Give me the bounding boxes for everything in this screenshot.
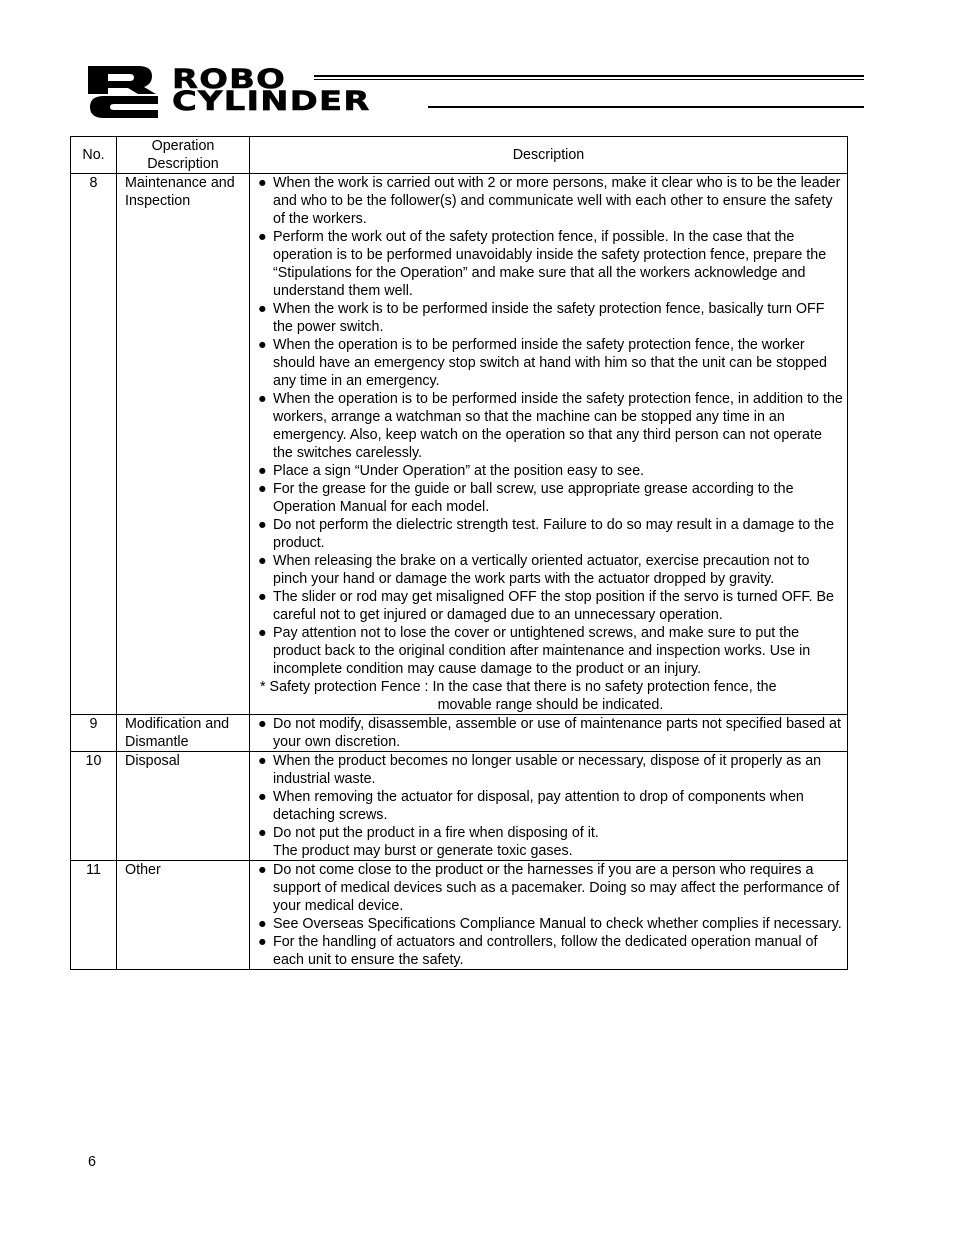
bullet-dot-icon: ● bbox=[258, 589, 267, 605]
bullet-text: When the operation is to be performed inside the safety protection fence, the worker should have an emergency stop switch at hand with him so that the unit can be stopped any time in an emergency. bbox=[273, 337, 827, 389]
bullet-dot-icon: ● bbox=[258, 789, 267, 805]
table-header-row bbox=[71, 137, 848, 174]
page-number: 6 bbox=[88, 1154, 96, 1170]
bullet-dot-icon: ● bbox=[258, 517, 267, 533]
logo-line-robo: ROBO bbox=[172, 64, 287, 95]
bullet-dot-icon: ● bbox=[258, 229, 267, 245]
header-no: No. bbox=[71, 137, 117, 174]
bullet-dot-icon: ● bbox=[258, 716, 267, 732]
row-number: 11 bbox=[71, 861, 117, 970]
operation-description: Other bbox=[117, 861, 250, 970]
list-item bbox=[258, 516, 843, 552]
bullet-list bbox=[258, 752, 843, 860]
operation-description: Disposal bbox=[117, 752, 250, 861]
safety-precautions-table bbox=[70, 136, 848, 970]
bullet-text: When the operation is to be performed inside the safety protection fence, in addition to the workers, arrange a watchman so that the machine can be stopped any time in an emergency. Also, keep watch on the operation so that any third person can not operate the switches carelessly. bbox=[273, 391, 843, 461]
bullet-dot-icon: ● bbox=[258, 625, 267, 641]
bullet-dot-icon: ● bbox=[258, 463, 267, 479]
operation-description: Maintenance and Inspection bbox=[117, 174, 250, 715]
header-description: Description bbox=[250, 137, 848, 174]
bullet-list bbox=[258, 174, 843, 678]
bullet-text: For the grease for the guide or ball screw, use appropriate grease according to the Operation Manual for each model. bbox=[273, 481, 794, 515]
list-item bbox=[258, 915, 843, 933]
bullet-text: Pay attention not to lose the cover or untightened screws, and make sure to put the product back to the original condition after maintenance and inspection works. Use in incomplete condition may cause damage to the product or an injury. bbox=[273, 625, 811, 677]
bullet-list bbox=[258, 715, 843, 751]
row-number: 8 bbox=[71, 174, 117, 715]
list-item bbox=[258, 715, 843, 751]
logo-wordmark bbox=[172, 64, 371, 117]
header-rule-thin bbox=[314, 79, 864, 80]
bullet-text: When releasing the brake on a vertically oriented actuator, exercise precaution not to pinch your hand or damage the work parts with the actuator dropped by gravity. bbox=[273, 553, 810, 587]
list-item bbox=[258, 624, 843, 678]
bullet-dot-icon: ● bbox=[258, 391, 267, 407]
bullet-dot-icon: ● bbox=[258, 934, 267, 950]
bullet-dot-icon: ● bbox=[258, 301, 267, 317]
table-row bbox=[71, 752, 848, 861]
bullet-dot-icon: ● bbox=[258, 825, 267, 841]
bullet-text: Do not modify, disassemble, assemble or use of maintenance parts not specified based at your own discretion. bbox=[273, 716, 841, 750]
table-row bbox=[71, 174, 848, 715]
bullet-text: Do not come close to the product or the harnesses if you are a person who requires a support of medical devices such as a pacemaker. Doing so may affect the performance of your medical device. bbox=[273, 862, 840, 914]
safety-fence-note: * Safety protection Fence : In the case that there is no safety protection fence, the bbox=[260, 679, 777, 695]
list-item bbox=[258, 933, 843, 969]
page-header bbox=[86, 64, 866, 122]
bullet-list bbox=[258, 861, 843, 969]
bullet-dot-icon: ● bbox=[258, 175, 267, 191]
header-rule-lower bbox=[428, 106, 864, 108]
list-item bbox=[258, 336, 843, 390]
safety-fence-note-cont: movable range should be indicated. bbox=[437, 697, 664, 713]
list-item bbox=[258, 390, 843, 462]
bullet-text: Do not perform the dielectric strength test. Failure to do so may result in a damage to the product. bbox=[273, 517, 835, 551]
list-item bbox=[258, 824, 843, 860]
bullet-text: When the work is to be performed inside the safety protection fence, basically turn OFF the power switch. bbox=[273, 301, 825, 335]
operation-description: Modification and Dismantle bbox=[117, 715, 250, 752]
bullet-text: Perform the work out of the safety protection fence, if possible. In the case that the operation is to be performed unavoidably inside the safety protection fence, prepare the “Stipulations for the Operation” and make sure that all the workers acknowledge and understand them well. bbox=[273, 229, 827, 299]
bullet-dot-icon: ● bbox=[258, 481, 267, 497]
row-number: 9 bbox=[71, 715, 117, 752]
list-item bbox=[258, 861, 843, 915]
bullet-text: When removing the actuator for disposal, pay attention to drop of components when detaching screws. bbox=[273, 789, 804, 823]
bullet-dot-icon: ● bbox=[258, 553, 267, 569]
list-item bbox=[258, 480, 843, 516]
bullet-dot-icon: ● bbox=[258, 862, 267, 878]
bullet-dot-icon: ● bbox=[258, 916, 267, 932]
description-cell bbox=[250, 174, 848, 715]
bullet-text: When the product becomes no longer usable or necessary, dispose of it properly as an industrial waste. bbox=[273, 753, 822, 787]
bullet-text: Do not put the product in a fire when disposing of it. The product may burst or generate toxic gases. bbox=[273, 825, 599, 859]
bullet-dot-icon: ● bbox=[258, 753, 267, 769]
row-number: 10 bbox=[71, 752, 117, 861]
list-item bbox=[258, 462, 843, 480]
description-cell bbox=[250, 715, 848, 752]
description-cell bbox=[250, 861, 848, 970]
list-item bbox=[258, 228, 843, 300]
list-item bbox=[258, 588, 843, 624]
description-cell bbox=[250, 752, 848, 861]
list-item bbox=[258, 300, 843, 336]
bullet-text: Place a sign “Under Operation” at the position easy to see. bbox=[273, 463, 645, 479]
robo-cylinder-logo-mark bbox=[86, 64, 164, 118]
header-rule bbox=[314, 75, 864, 77]
list-item bbox=[258, 788, 843, 824]
header-operation: Operation Description bbox=[117, 137, 250, 174]
list-item bbox=[258, 752, 843, 788]
bullet-text: For the handling of actuators and controllers, follow the dedicated operation manual of each unit to ensure the safety. bbox=[273, 934, 818, 968]
list-item bbox=[258, 174, 843, 228]
table-row bbox=[71, 715, 848, 752]
bullet-dot-icon: ● bbox=[258, 337, 267, 353]
bullet-text: See Overseas Specifications Compliance Manual to check whether complies if necessary. bbox=[273, 916, 842, 932]
table-row bbox=[71, 861, 848, 970]
list-item bbox=[258, 552, 843, 588]
logo-line-cylinder: CYLINDER bbox=[172, 86, 371, 117]
bullet-text: The slider or rod may get misaligned OFF the stop position if the servo is turned OFF. Be careful not to get injured or damaged due to an unnecessary operation. bbox=[273, 589, 834, 623]
bullet-text: When the work is carried out with 2 or more persons, make it clear who is to be the leader and who to be the follower(s) and communicate well with each other to ensure the safety of the workers. bbox=[273, 175, 841, 227]
